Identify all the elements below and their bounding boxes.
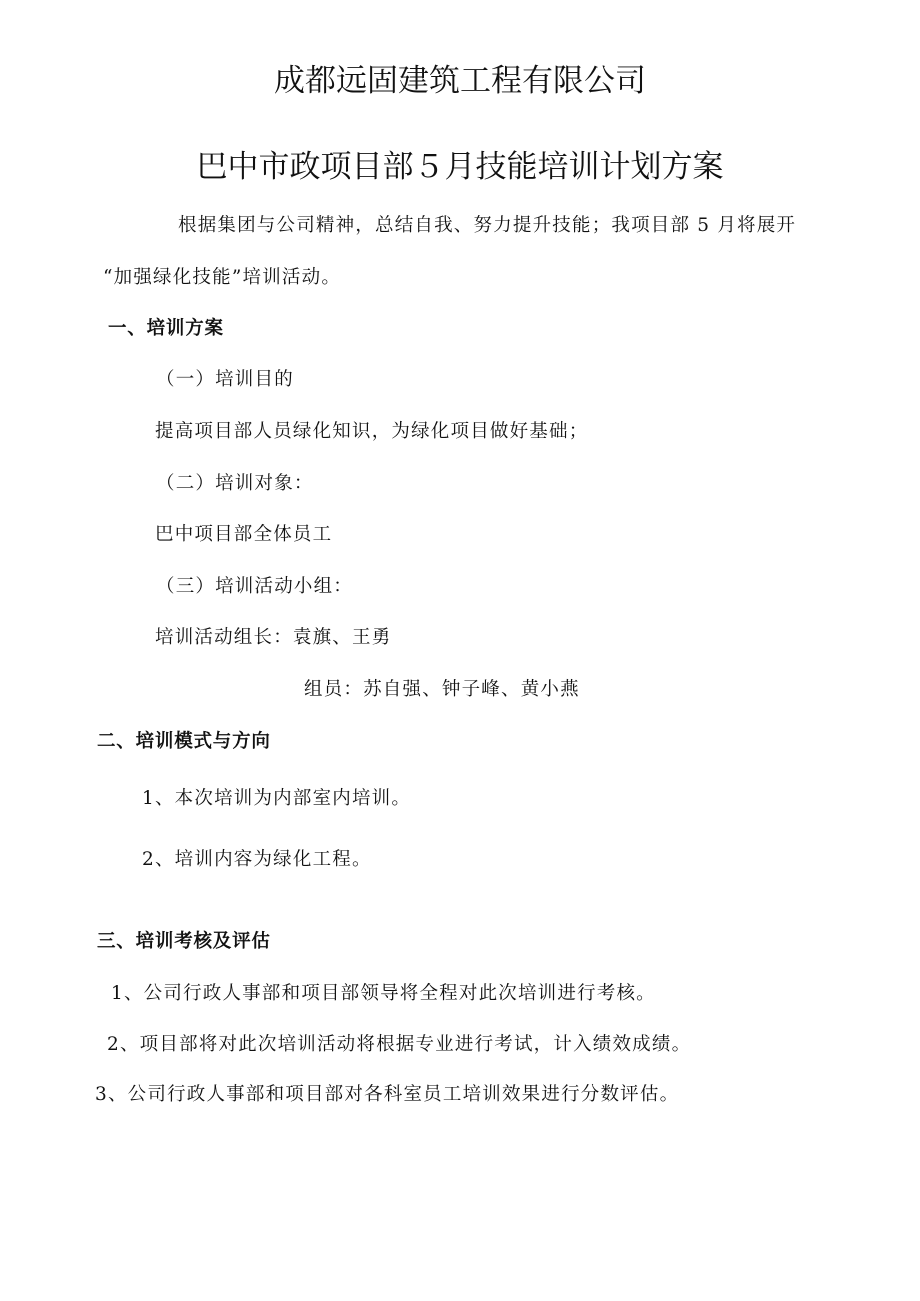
- intro-paragraph-line-2: “加强绿化技能”培训活动。: [103, 267, 342, 288]
- section-1-heading: 一、培训方案: [108, 318, 224, 339]
- section-3-item-3: 3、公司行政人事部和项目部对各科室员工培训效果进行分数评估。: [95, 1084, 680, 1105]
- section-3-item-2: 2、项目部将对此次培训活动将根据专业进行考试，计入绩效成绩。: [107, 1034, 692, 1055]
- section-1-sub-2-text: 巴中项目部全体员工: [155, 524, 333, 545]
- section-1-sub-1-text: 提高项目部人员绿化知识，为绿化项目做好基础；: [155, 421, 589, 442]
- plan-title: 巴中市政项目部５月技能培训计划方案: [196, 149, 724, 185]
- section-1-sub-3-leaders: 培训活动组长：袁旗、王勇: [155, 627, 392, 648]
- section-1-sub-1-heading: （一）培训目的: [156, 369, 294, 390]
- section-3-heading: 三、培训考核及评估: [97, 931, 271, 952]
- section-1-sub-2-heading: （二）培训对象：: [156, 473, 314, 494]
- section-3-item-1: 1、公司行政人事部和项目部领导将全程对此次培训进行考核。: [111, 983, 656, 1004]
- section-1-sub-3-heading: （三）培训活动小组：: [156, 576, 354, 597]
- section-1-sub-3-members: 组员：苏自强、钟子峰、黄小燕: [304, 679, 580, 700]
- section-2-heading: 二、培训模式与方向: [97, 731, 271, 752]
- section-2-item-2: 2、培训内容为绿化工程。: [142, 849, 372, 870]
- company-title: 成都远固建筑工程有限公司: [274, 63, 646, 99]
- section-2-item-1: 1、本次培训为内部室内培训。: [142, 788, 412, 809]
- intro-paragraph-line-1: 根据集团与公司精神，总结自我、努力提升技能；我项目部 5 月将展开: [178, 215, 797, 236]
